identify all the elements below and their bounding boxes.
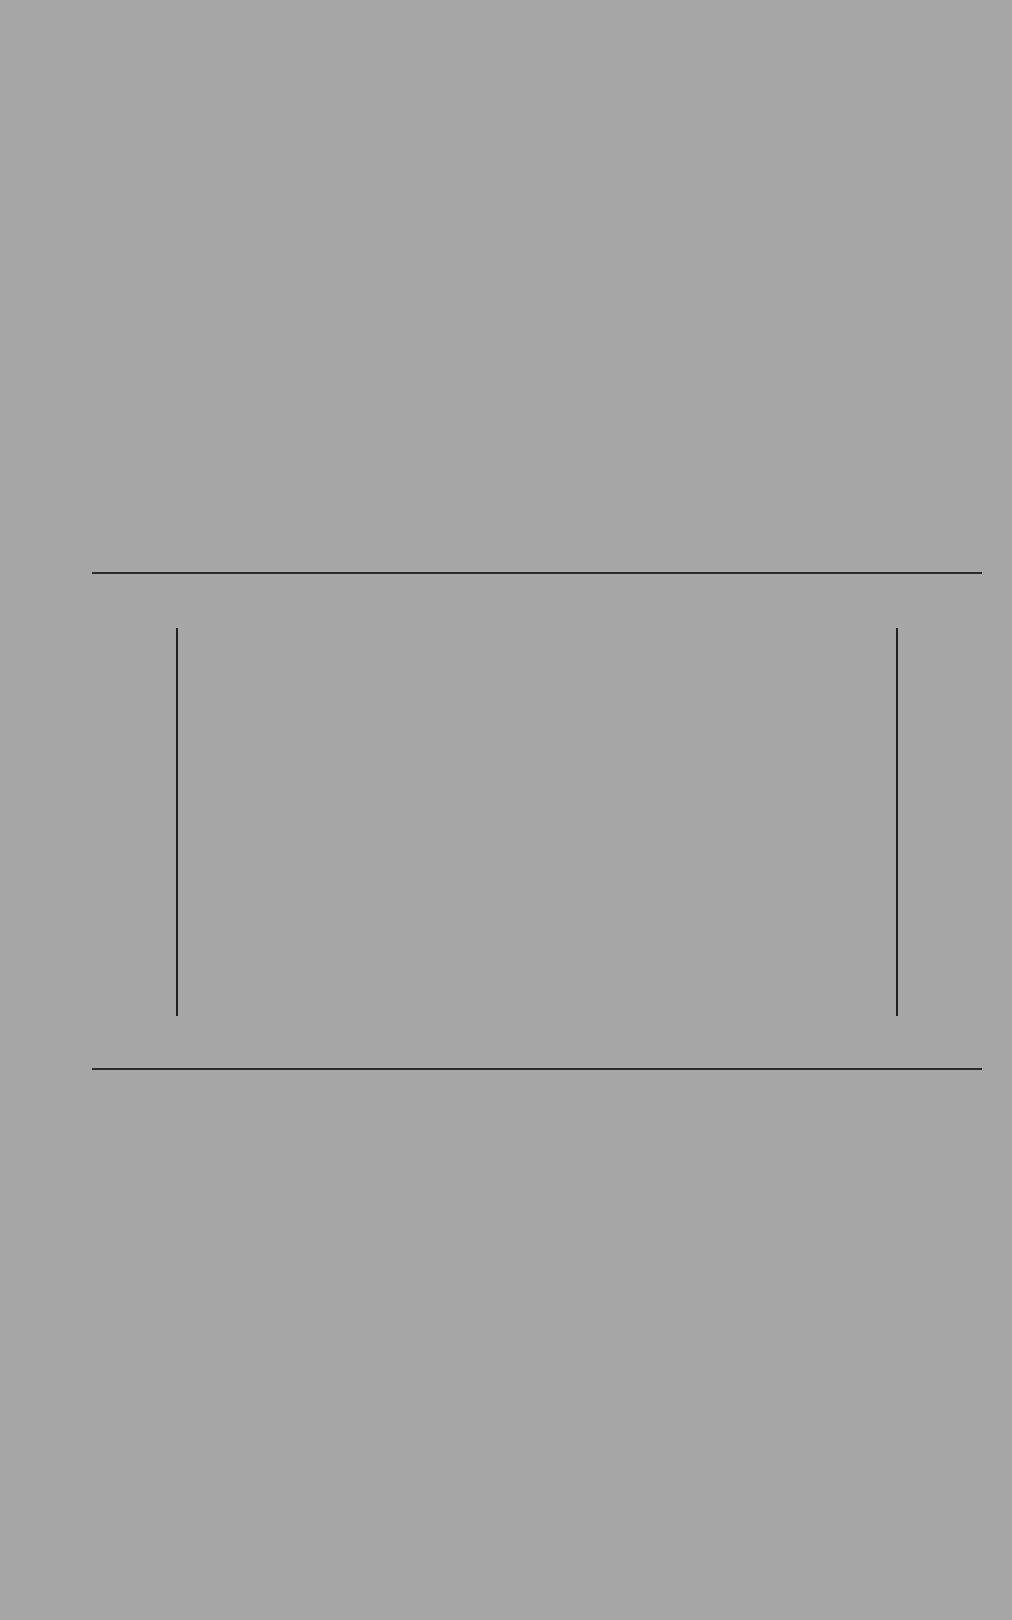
divider-rule (92, 1068, 982, 1070)
divider-rule (92, 572, 982, 574)
borgmann-address-line (0, 1452, 1012, 1506)
schmitz-inner-box (176, 628, 898, 1016)
